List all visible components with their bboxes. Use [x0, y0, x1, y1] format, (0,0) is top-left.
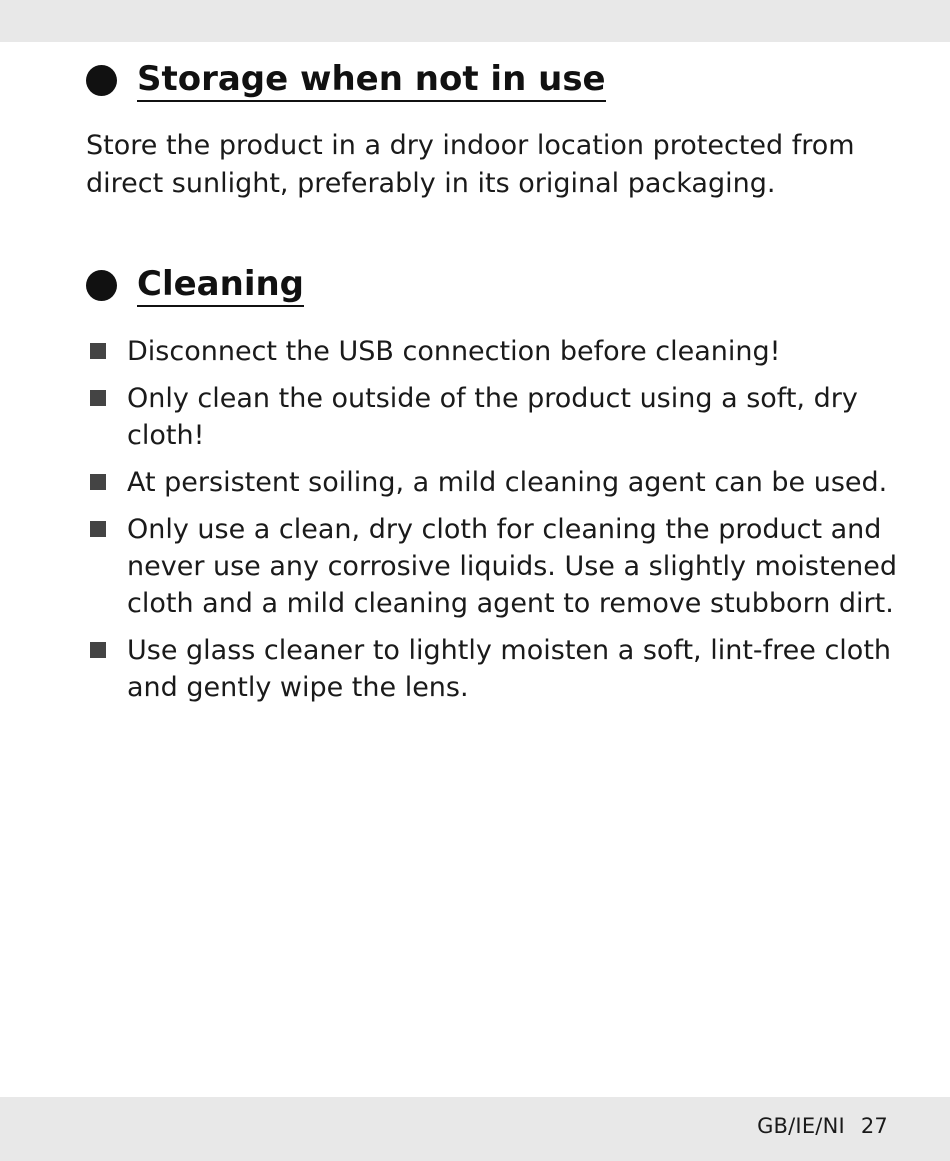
page-footer — [757, 1114, 888, 1138]
list-item — [86, 464, 906, 501]
list-item-text: Only use a clean, dry cloth for cleaning the product and never use any corrosive liquids. Use a slightly moistened cloth and a mild cleaning agent to remove stubborn dirt. — [127, 514, 898, 619]
heading-bullet-icon — [86, 65, 117, 96]
list-item — [86, 380, 906, 454]
footer-region: GB/IE/NI — [757, 1114, 845, 1138]
top-band — [0, 0, 950, 42]
square-bullet-icon — [90, 521, 106, 537]
page-number: 27 — [860, 1114, 888, 1138]
storage-paragraph: Store the product in a dry indoor location protected from direct sunlight, preferably in its original packaging. — [86, 130, 855, 199]
cleaning-heading — [86, 263, 304, 307]
list-item-text: At persistent soiling, a mild cleaning agent can be used. — [127, 467, 888, 498]
heading-bullet-icon — [86, 270, 117, 301]
square-bullet-icon — [90, 642, 106, 658]
list-item — [86, 511, 906, 622]
storage-heading-text: Storage when not in use — [137, 58, 606, 102]
list-item-text: Disconnect the USB connection before cleaning! — [127, 336, 781, 367]
storage-heading — [86, 58, 606, 102]
list-item-text: Only clean the outside of the product using a soft, dry cloth! — [127, 383, 858, 451]
cleaning-heading-text: Cleaning — [137, 263, 304, 307]
list-item — [86, 333, 906, 370]
square-bullet-icon — [90, 390, 106, 406]
list-item — [86, 632, 906, 706]
cleaning-list — [86, 333, 906, 716]
list-item-text: Use glass cleaner to lightly moisten a soft, lint-free cloth and gently wipe the lens. — [127, 635, 892, 703]
square-bullet-icon — [90, 343, 106, 359]
square-bullet-icon — [90, 474, 106, 490]
